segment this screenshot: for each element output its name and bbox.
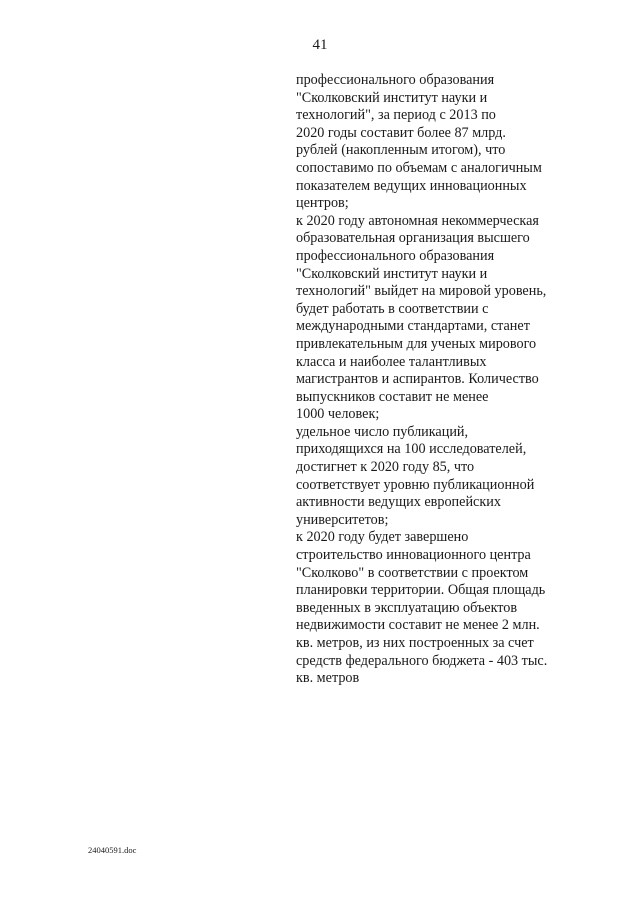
text-line: введенных в эксплуатацию объектов: [296, 599, 518, 616]
text-line: 1000 человек;: [296, 406, 380, 423]
text-line: "Сколковский институт науки и: [296, 89, 488, 106]
text-line: выпускников составит не менее: [296, 388, 489, 405]
text-line: активности ведущих европейских: [296, 494, 501, 511]
text-line: образовательная организация высшего: [296, 230, 530, 247]
text-line: рублей (накопленным итогом), что: [296, 142, 506, 159]
text-line: 2020 годы составит более 87 млрд.: [296, 124, 506, 141]
text-line: соответствует уровню публикационной: [296, 476, 535, 493]
text-line: будет работать в соответствии с: [296, 300, 489, 317]
text-line: к 2020 году будет завершено: [296, 529, 469, 546]
text-line: профессионального образования: [296, 72, 495, 88]
text-block: [296, 72, 596, 688]
text-line: показателем ведущих инновационных: [296, 177, 527, 194]
text-line: сопоставимо по объемам с аналогичным: [296, 159, 542, 176]
text-line: удельное число публикаций,: [296, 423, 469, 440]
text-line: центров;: [296, 195, 349, 212]
footer-filename: 24040591.doc: [88, 845, 137, 855]
text-line: "Сколково" в соответствии с проектом: [296, 564, 529, 581]
text-line: к 2020 году автономная некоммерческая: [296, 212, 539, 229]
text-line: планировки территории. Общая площадь: [296, 582, 546, 599]
text-line: кв. метров, из них построенных за счет: [296, 635, 534, 651]
text-line: приходящихся на 100 исследователей,: [296, 441, 527, 458]
text-line: строительство инновационного центра: [296, 547, 531, 564]
text-line: кв. метров: [296, 670, 360, 687]
text-line: технологий", за период с 2013 по: [296, 107, 496, 124]
page-number: 41: [312, 37, 328, 53]
text-line: магистрантов и аспирантов. Количество: [296, 371, 539, 388]
text-line: технологий" выйдет на мировой уровень,: [296, 283, 547, 300]
text-line: недвижимости составит не менее 2 млн.: [296, 617, 540, 634]
text-line: профессионального образования: [296, 247, 495, 264]
text-line: средств федерального бюджета - 403 тыс.: [296, 652, 548, 669]
text-line: международными стандартами, станет: [296, 318, 530, 335]
text-line: привлекательным для ученых мирового: [296, 335, 537, 352]
text-line: университетов;: [296, 511, 389, 528]
text-line: "Сколковский институт науки и: [296, 265, 488, 282]
text-line: класса и наиболее талантливых: [296, 353, 487, 370]
text-line: достигнет к 2020 году 85, что: [296, 459, 475, 476]
